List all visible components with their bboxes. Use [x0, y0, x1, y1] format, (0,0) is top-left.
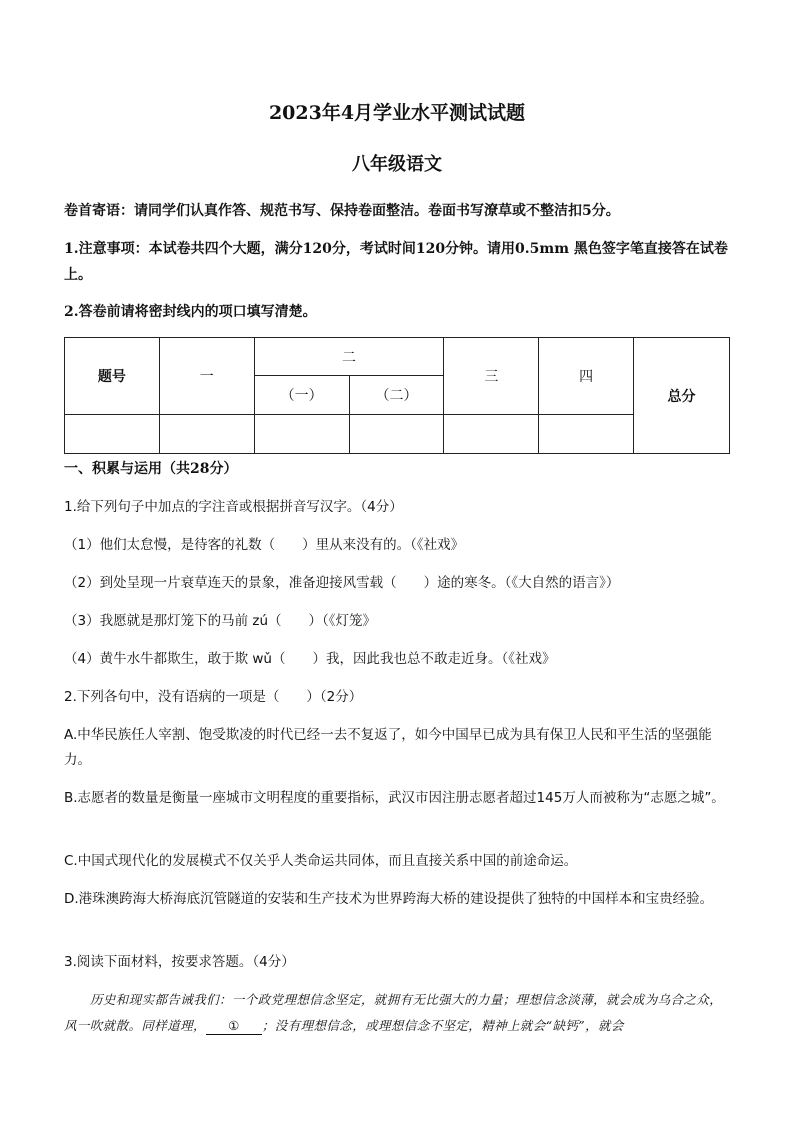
score-col-total: 总分 — [634, 338, 730, 454]
q2-option-a: A.中华民族任人宰割、饱受欺凌的时代已经一去不复返了，如今中国早已成为具有保卫人民和平生活的坚强能力。 — [64, 727, 712, 768]
q3-blank-1[interactable]: ① — [206, 1018, 262, 1035]
q3-stem: 3.阅读下面材料，按要求答题。（4分） — [64, 954, 295, 970]
score-table — [64, 337, 730, 454]
score-col-2-sub1: （一） — [254, 376, 349, 414]
exam-title: 2023年4月学业水平测试试题 — [268, 102, 526, 124]
preface-note: 卷首寄语：请同学们认真作答、规范书写、保持卷面整洁。卷面书写潦草或不整洁扣5分。 — [64, 203, 620, 219]
q1-item-3: （3）我愿就是那灯笼下的马前 zú（ ）（《灯笼》 — [64, 613, 377, 629]
score-col-4: 四 — [539, 338, 634, 415]
q1-item-1: （1）他们太怠慢，是待客的礼数（ ）里从来没有的。（《社戏》 — [64, 537, 465, 553]
score-col-3: 三 — [444, 338, 539, 415]
score-col-2: 二 — [254, 338, 444, 376]
q2-option-d: D.港珠澳跨海大桥海底沉管隧道的安装和生产技术为世界跨海大桥的建设提供了独特的中国样本和宝贵经验。 — [64, 891, 714, 907]
exam-subtitle: 八年级语文 — [352, 154, 442, 175]
q3-material-part1: 历史和现实都告诫我们：一个政党理想信念坚定，就拥有无比强大的力量；理想信念淡薄，就会成为乌合之众，风一吹就散。同样道理， — [64, 992, 723, 1033]
q1-item-2: （2）到处呈现一片衰草连天的景象，准备迎接风雪载（ ）途的寒冬。（《大自然的语言》） — [64, 575, 620, 591]
score-cell-1[interactable] — [159, 414, 254, 453]
score-cell-4[interactable] — [539, 414, 634, 453]
section1-heading: 一、积累与运用（共28分） — [64, 461, 238, 477]
q2-stem: 2.下列各句中，没有语病的一项是（ ）（2分） — [64, 689, 363, 705]
score-col-2-sub2: （二） — [349, 376, 444, 414]
q1-item-4: （4）黄牛水牛都欺生，敢于欺 wǔ（ ）我，因此我也总不敢走近身。（《社戏》 — [64, 651, 556, 667]
score-cell-label[interactable] — [65, 414, 160, 453]
score-col-label: 题号 — [65, 338, 160, 415]
score-cell-2a[interactable] — [254, 414, 349, 453]
q2-option-c: C.中国式现代化的发展模式不仅关乎人类命运共同体，而且直接关系中国的前途命运。 — [64, 853, 578, 869]
q2-option-b: B.志愿者的数量是衡量一座城市文明程度的重要指标，武汉市因注册志愿者超过145万人而被称为“志愿之城”。 — [64, 790, 725, 806]
score-cell-2b[interactable] — [349, 414, 444, 453]
q3-material-part2: ；没有理想信念，或理想信念不坚定，精神上就会“缺钙”，就会 — [261, 1018, 624, 1033]
fill-in-note: 2.答卷前请将密封线内的项口填写清楚。 — [64, 304, 317, 320]
score-cell-3[interactable] — [444, 414, 539, 453]
attention-note: 1.注意事项：本试卷共四个大题，满分120分，考试时间120分钟。请用0.5mm 黑色签字笔直接答在试卷上。 — [64, 241, 728, 283]
score-col-1: 一 — [159, 338, 254, 415]
q3-material — [64, 987, 732, 1039]
q1-stem: 1.给下列句子中加点的字注音或根据拼音写汉字。（4分） — [64, 499, 403, 515]
